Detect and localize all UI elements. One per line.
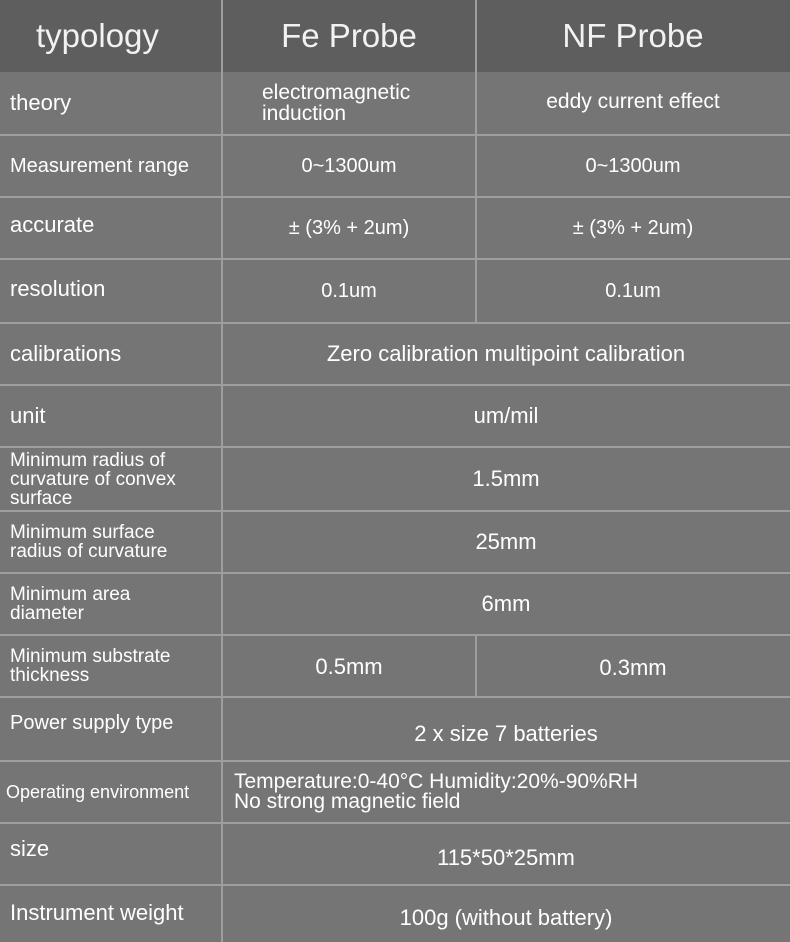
fe-value: ± (3% + 2um) bbox=[288, 216, 410, 239]
table-row bbox=[0, 824, 790, 884]
row-label: theory bbox=[10, 90, 72, 115]
fe-value bbox=[222, 72, 476, 134]
shared-value bbox=[222, 762, 790, 822]
environment-line-2: No strong magnetic field bbox=[234, 790, 461, 813]
environment-text bbox=[234, 772, 638, 812]
table-row bbox=[0, 762, 790, 822]
header-typology: typology bbox=[36, 17, 159, 54]
shared-value: 100g (without battery) bbox=[399, 905, 613, 930]
nf-value: 0.1um bbox=[605, 279, 661, 302]
table-row bbox=[0, 386, 790, 446]
environment-line-1: Temperature:0-40°C Humidity:20%-90%RH bbox=[234, 770, 639, 793]
header-nf-probe: NF Probe bbox=[562, 17, 704, 54]
row-label bbox=[0, 574, 222, 634]
nf-value: 0~1300um bbox=[585, 154, 681, 177]
nf-value: 0.3mm bbox=[599, 655, 667, 680]
shared-value: um/mil bbox=[473, 403, 539, 428]
table-row bbox=[0, 198, 790, 258]
nf-value: eddy current effect bbox=[546, 90, 720, 113]
table-row bbox=[0, 698, 790, 760]
shared-value: 25mm bbox=[475, 529, 537, 554]
table-row bbox=[0, 324, 790, 384]
shared-value: 6mm bbox=[481, 591, 531, 616]
table-row bbox=[0, 136, 790, 196]
row-label: Measurement range bbox=[10, 154, 189, 177]
header-fe-probe: Fe Probe bbox=[281, 17, 417, 54]
nf-value: ± (3% + 2um) bbox=[572, 216, 694, 239]
table-row bbox=[0, 636, 790, 696]
table-row bbox=[0, 72, 790, 134]
table-row bbox=[0, 574, 790, 634]
row-label: Instrument weight bbox=[10, 900, 184, 925]
fe-value: 0.1um bbox=[321, 279, 377, 302]
row-label: Operating environment bbox=[6, 781, 190, 802]
table-row bbox=[0, 512, 790, 572]
table-row bbox=[0, 260, 790, 322]
row-label-text: Minimum area diameter bbox=[10, 584, 131, 624]
fe-value: 0~1300um bbox=[301, 154, 397, 177]
row-label: Power supply type bbox=[10, 712, 174, 734]
shared-value: Zero calibration multipoint calibration bbox=[326, 341, 686, 366]
row-label bbox=[0, 636, 222, 696]
row-label-text: Minimum substrate thickness bbox=[10, 646, 171, 686]
row-label: resolution bbox=[10, 276, 106, 301]
fe-value: 0.5mm bbox=[315, 654, 383, 679]
fe-theory-text: electromagnetic induction bbox=[262, 81, 411, 125]
row-label: unit bbox=[10, 403, 46, 428]
row-label-text: Minimum radius of curvature of convex surface bbox=[10, 449, 176, 509]
table-row bbox=[0, 886, 790, 942]
row-label: calibrations bbox=[10, 341, 122, 366]
row-label bbox=[0, 448, 222, 510]
table-header bbox=[0, 0, 790, 72]
shared-value: 115*50*25mm bbox=[437, 845, 575, 870]
row-label: accurate bbox=[10, 212, 95, 237]
shared-value: 2 x size 7 batteries bbox=[414, 721, 598, 746]
row-label bbox=[0, 512, 222, 572]
row-label: size bbox=[10, 836, 50, 861]
table-row bbox=[0, 448, 790, 510]
shared-value: 1.5mm bbox=[472, 466, 540, 491]
row-label-text: Minimum surface radius of curvature bbox=[10, 522, 168, 562]
